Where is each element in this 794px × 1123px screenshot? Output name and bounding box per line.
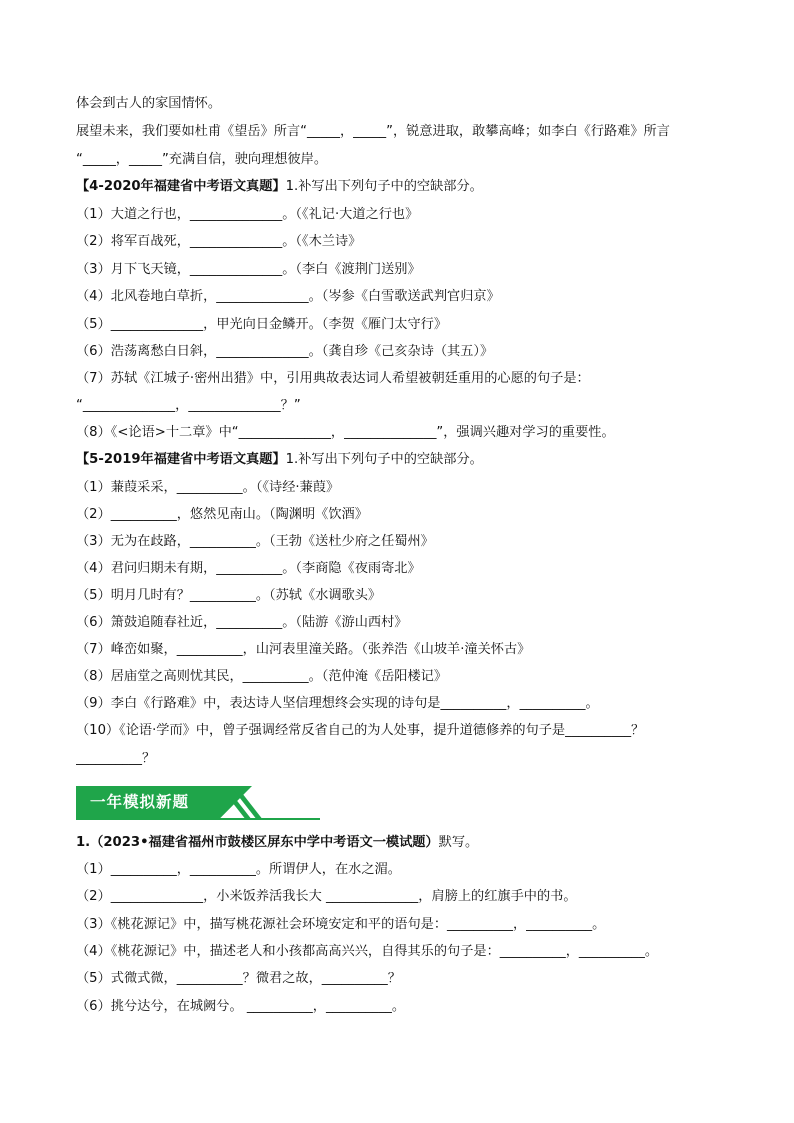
section-heading-2019: 【5-2019年福建省中考语文真题】 [76,452,286,467]
section-instruction: 1.补写出下列句子中的空缺部分。 [285,452,483,467]
question-item: （8）居庙堂之高则忧其民，__________。（范仲淹《岳阳楼记》 [76,669,448,684]
text-line: “_____，_____”充满自信，驶向理想彼岸。 [76,152,328,167]
question-header-2019 [76,451,736,469]
question-item: （8）《<论语>十二章》中“______________，______________”，强调兴趣对学习的重要性。 [76,425,615,440]
section-instruction: 1.补写出下列句子中的空缺部分。 [285,179,483,194]
question-item: （2）将军百战死，______________。（《木兰诗》 [76,234,362,249]
question-item: （6）浩荡离愁白日斜，______________。（龚自珍《己亥杂诗（其五）》 [76,344,494,359]
banner-title: 一年模拟新题 [90,793,190,811]
question-item: （9）李白《行路难》中，表达诗人坚信理想终会实现的诗句是__________，__________。 [76,696,599,711]
question-item: （6）挑兮达兮，在城阙兮。 __________，__________。 [76,999,406,1014]
question-item: （3）无为在歧路，__________。（王勃《送杜少府之任蜀州》 [76,534,434,549]
question-item: （5）______________，甲光向日金鳞开。（李贺《雁门太守行》 [76,317,448,332]
text-line: 展望未来，我们要如杜甫《望岳》所言“_____，_____”，锐意进取，敢攀高峰；如李白《行路难》所言 [76,124,670,139]
question-item: “______________，______________？” [76,398,301,413]
question-item: （3）《桃花源记》中，描写桃花源社会环境安定和平的语句是：__________，__________。 [76,917,606,932]
mock-question-title: 1.（2023•福建省福州市鼓楼区屏东中学中考语文一模试题） [76,835,439,850]
question-item: （5）明月几时有？__________。（苏轼《水调歌头》 [76,588,382,603]
question-item: （10）《论语·学而》中，曾子强调经常反省自己的为人处事，提升道德修养的句子是__________？ [76,723,645,738]
mock-question-suffix: 默写。 [438,835,479,850]
question-item: （4）北风卷地白草折，______________。（岑参《白雪歌送武判官归京》 [76,289,500,304]
question-header-2020 [76,178,736,196]
question-item: （4）君问归期未有期，__________。（李商隐《夜雨寄北》 [76,561,421,576]
question-item: （2）______________，小米饭养活我长大 ______________，肩膀上的红旗手中的书。 [76,889,577,904]
question-item: （1）蒹葭采采，__________。（《诗经·蒹葭》 [76,480,340,495]
text-line: 体会到古人的家国情怀。 [76,96,222,111]
question-item: __________？ [76,751,156,766]
question-item: （7）峰峦如聚，__________，山河表里潼关路。（张养浩《山坡羊·潼关怀古》 [76,642,531,657]
question-item: （2）__________，悠然见南山。（陶渊明《饮酒》 [76,507,368,522]
question-item: （6）箫鼓追随春社近，__________。（陆游《游山西村》 [76,615,408,630]
question-item: （1）大道之行也，______________。（《礼记·大道之行也》 [76,207,419,222]
mock-question-header [76,834,736,852]
question-item: （4）《桃花源记》中，描述老人和小孩都高高兴兴，自得其乐的句子是：__________，__________。 [76,944,659,959]
banner-underline [76,818,320,820]
question-item: （7）苏轼《江城子·密州出猎》中，引用典故表达词人希望被朝廷重用的心愿的句子是： [76,371,590,386]
question-item: （5）式微式微，__________？微君之故，__________？ [76,971,401,986]
question-item: （1）__________，__________。所谓伊人，在水之湄。 [76,862,401,877]
section-heading-2020: 【4-2020年福建省中考语文真题】 [76,179,286,194]
question-item: （3）月下飞天镜，______________。（李白《渡荆门送别》 [76,262,421,277]
